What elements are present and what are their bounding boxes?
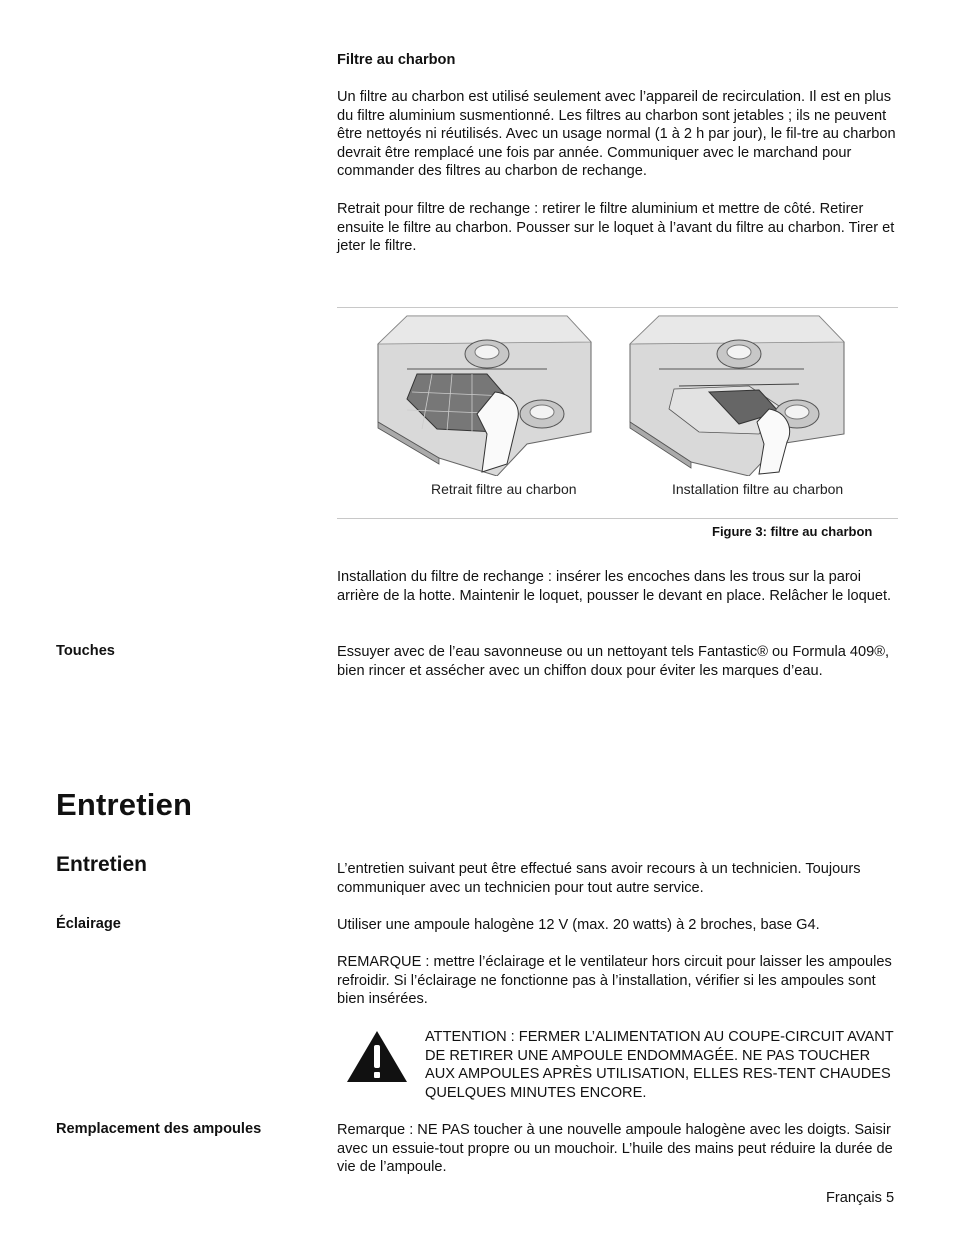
figure-top-rule [337,307,898,308]
attention-text: ATTENTION : FERMER L’ALIMENTATION AU COUPE-CIRCUIT AVANT DE RETIRER UNE AMPOULE ENDOMMAGÉE. NE PAS TOUCHER AUX AMPOULES APRÈS UTILISATION, ELLES RES-TENT CHAUDES QUELQUES MINUTES ENCORE. [425,1029,894,1101]
filter-paragraph-2: Retrait pour filtre de rechange : retirer le filtre aluminium et mettre de côté. Retirer ensuite le filtre au charbon. Pousser sur le loquet à l’avant du filtre au charbon. Tirer et jeter le filtre. [337,201,895,255]
figure-right-caption: Installation filtre au charbon [672,481,844,497]
remplacement-text: Remarque : NE PAS toucher à une nouvelle ampoule halogène avec les doigts. Saisir avec un essuie-tout propre ou un mouchoir. L’huile des mains peut réduire la durée de vie de l’ampoule. [337,1122,893,1176]
entretien-sub-heading: Entretien [56,853,148,876]
filter-paragraph-1: Un filtre au charbon est utilisé seulement avec l’appareil de recirculation. Il est en plus du filtre aluminium susmentionné. Les filtres au charbon sont jetables ; ils ne peuvent être nettoyés ni réutilisés. Avec un usage normal (1 à 2 h par jour), le fil-tre au charbon devrait être remplacé une fois par année. Communiquer avec le marchand pour commander des filtres au charbon de rechange. [337,89,896,180]
entretien-intro: L’entretien suivant peut être effectué sans avoir recours à un technicien. Toujours communiquer avec un technicien pour tout autre service. [337,861,861,896]
entretien-main-heading: Entretien [56,787,193,822]
filter-section-title: Filtre au charbon [337,52,456,68]
eclairage-remarque: REMARQUE : mettre l’éclairage et le ventilateur hors circuit pour laisser les ampoules refroidir. Si l’éclairage ne fonctionne pas à l’installation, vérifier si les ampoules sont bien insérées. [337,954,892,1008]
figure-label: Figure 3: filtre au charbon [712,524,873,539]
eclairage-label: Éclairage [56,916,121,932]
hood-installation-illustration [629,314,845,476]
eclairage-text: Utiliser une ampoule halogène 12 V (max. 20 watts) à 2 broches, base G4. [337,917,820,933]
figure-left-caption: Retrait filtre au charbon [431,481,577,497]
touches-text: Essuyer avec de l’eau savonneuse ou un nettoyant tels Fantastic® ou Formula 409®, bien rincer et assécher avec un chiffon doux pour éviter les marques d’eau. [337,644,890,679]
hood-removal-illustration [377,314,592,476]
remplacement-label: Remplacement des ampoules [56,1121,262,1137]
warning-triangle-icon [346,1030,408,1083]
install-paragraph: Installation du filtre de rechange : insérer les encoches dans les trous sur la paroi arrière de la hotte. Maintenir le loquet, pousser le devant en place. Relâcher le loquet. [337,569,892,604]
page-number: Français 5 [826,1190,895,1206]
figure-bottom-rule [337,518,898,519]
touches-label: Touches [56,643,115,659]
